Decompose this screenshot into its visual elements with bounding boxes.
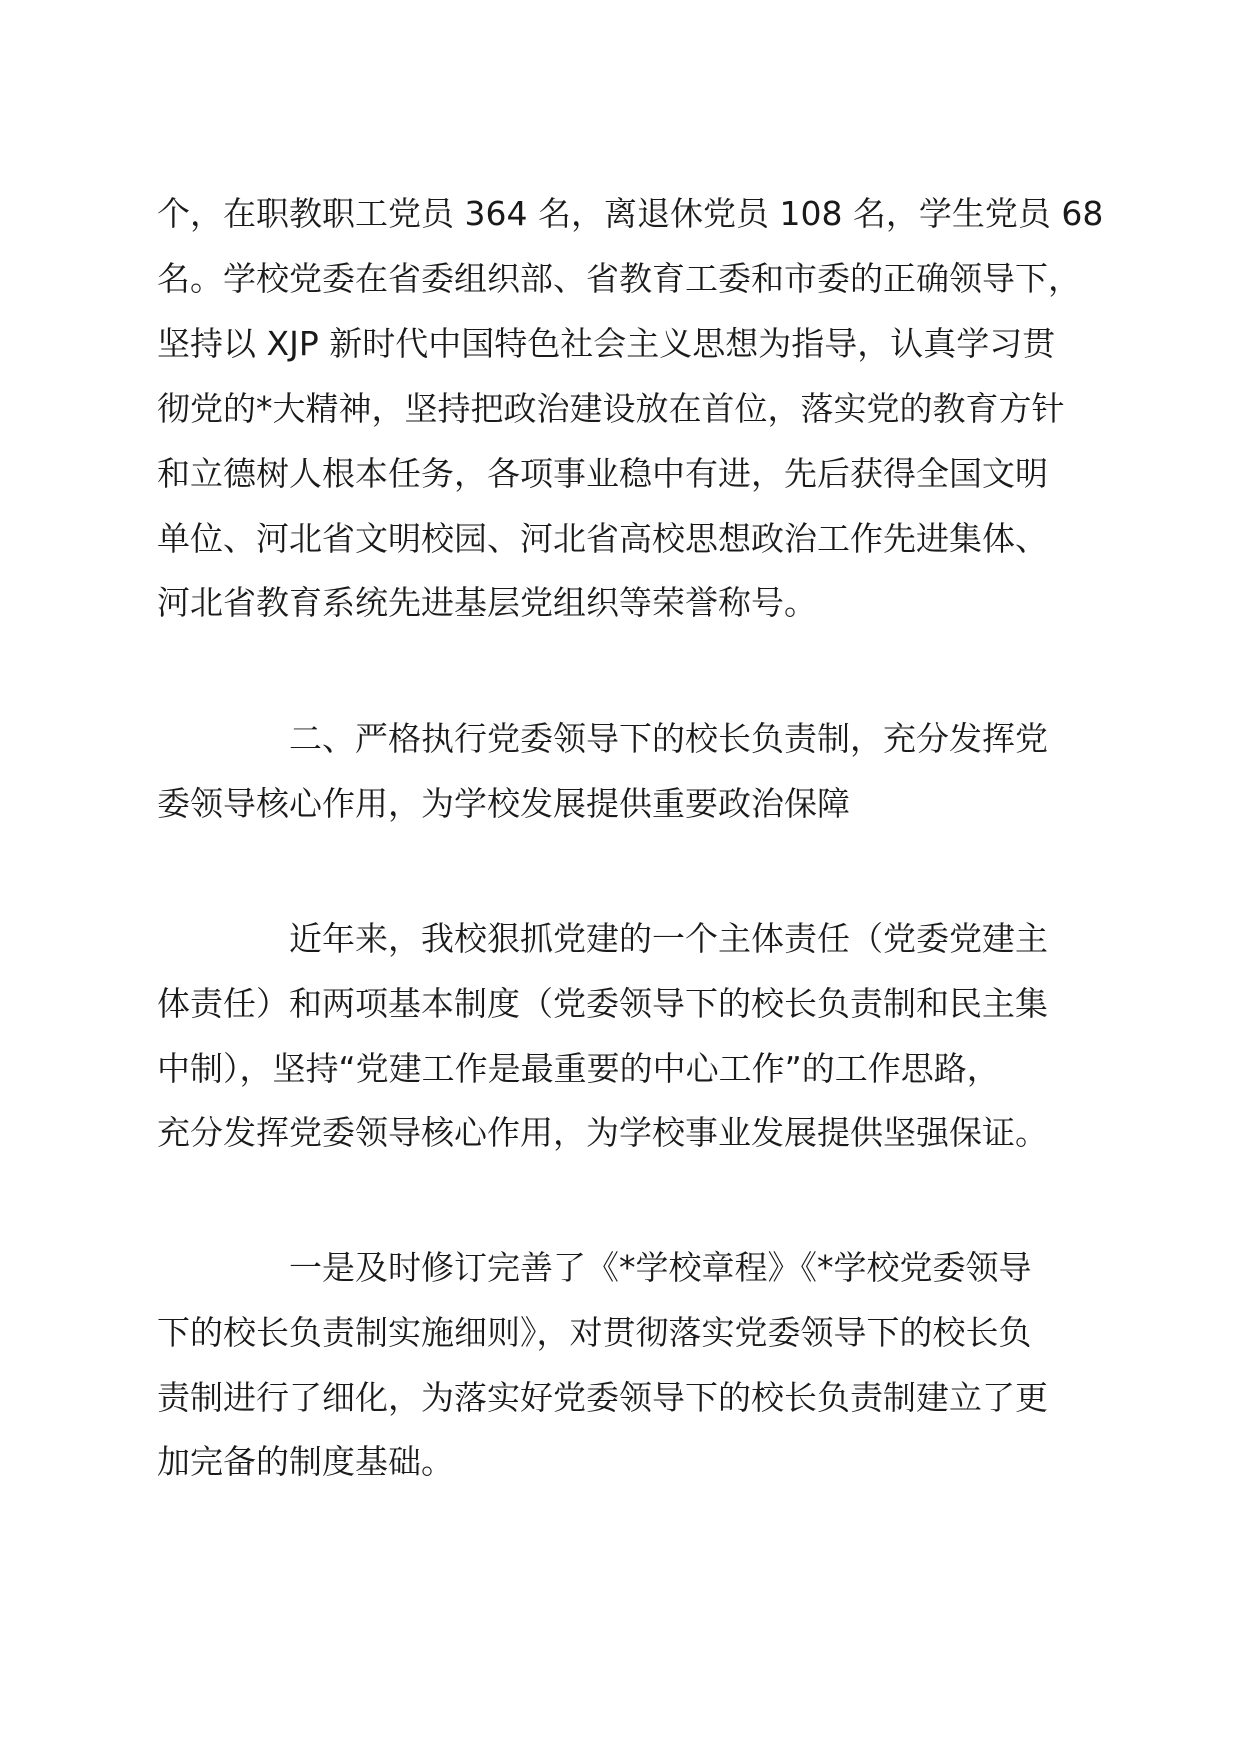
paragraph-3-line-4: 充分发挥党委领导核心作用，为学校事业发展提供坚强保证。 (157, 1113, 1048, 1152)
paragraph-1-line-4: 彻党的*大精神，坚持把政治建设放在首位，落实党的教育方针 (157, 389, 1065, 428)
paragraph-4-line-2: 下的校长负责制实施细则》，对贯彻落实党委领导下的校长负 (157, 1313, 1032, 1352)
paragraph-4-line-1: 一是及时修订完善了《*学校章程》《*学校党委领导 (289, 1248, 1032, 1287)
section-heading-line-1: 二、严格执行党委领导下的校长负责制，充分发挥党 (289, 719, 1048, 758)
paragraph-3-line-2: 体责任）和两项基本制度（党委领导下的校长负责制和民主集 (157, 984, 1048, 1023)
paragraph-3-line-3: 中制），坚持“党建工作是最重要的中心工作”的工作思路， (157, 1049, 1000, 1088)
section-heading-line-2: 委领导核心作用，为学校发展提供重要政治保障 (157, 784, 850, 823)
paragraph-3-line-1: 近年来，我校狠抓党建的一个主体责任（党委党建主 (289, 919, 1048, 958)
paragraph-1-line-5: 和立德树人根本任务，各项事业稳中有进，先后获得全国文明 (157, 454, 1048, 493)
paragraph-4-line-3: 责制进行了细化，为落实好党委领导下的校长负责制建立了更 (157, 1378, 1048, 1417)
paragraph-1-line-1: 个，在职教职工党员 364 名，离退休党员 108 名，学生党员 68 (157, 194, 1104, 233)
paragraph-4-line-4: 加完备的制度基础。 (157, 1442, 454, 1481)
paragraph-1-line-7: 河北省教育系统先进基层党组织等荣誉称号。 (157, 583, 817, 622)
paragraph-1-line-3: 坚持以 XJP 新时代中国特色社会主义思想为指导，认真学习贯 (157, 324, 1056, 363)
paragraph-1-line-2: 名。学校党委在省委组织部、省教育工委和市委的正确领导下， (157, 259, 1081, 298)
paragraph-1-line-6: 单位、河北省文明校园、河北省高校思想政治工作先进集体、 (157, 519, 1048, 558)
